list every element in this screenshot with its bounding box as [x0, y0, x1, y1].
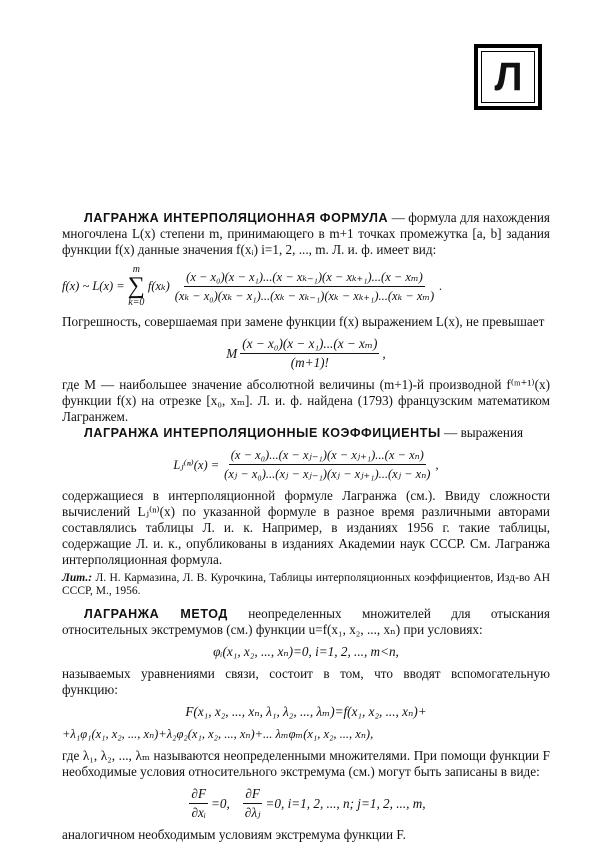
partial-lambda-den: ∂λⱼ: [244, 805, 261, 820]
F-line-1: F(x₁, x₂, ..., xₙ, λ₁, λ₂, ..., λₘ)=f(x₁, x₂, ..., xₙ)+: [185, 704, 427, 719]
formula-denominator: (xₖ − x₀)(xₖ − x₁)...(xₖ − xₖ₋₁)(xₖ − xₖ₊₁)...(xₖ − xₘ): [174, 288, 435, 303]
method-text-1: называемых уравнениями связи, состоит в том, что вводят вспомогательную функцию:: [62, 666, 550, 697]
entry-intro: — формула для нахождения многочлена L(x) степени m, принимающего в m+1 точках промежутка [a, b] задания функции f(x) данные значения f(xᵢ) i=1, 2, ..., m. Л. и. ф. имеет вид:: [62, 210, 550, 257]
partial-x-den: ∂xᵢ: [191, 805, 206, 820]
coef-denominator: (xⱼ − x₀)...(xⱼ − xⱼ₋₁)(xⱼ − xⱼ₊₁)...(xⱼ − xₙ): [224, 467, 431, 481]
coef-text: содержащиеся в интерполяционной формуле Лагранжа (см.). Ввиду сложности вычислений Lⱼ⁽ⁿ⁾(x) по указанной формуле в разное время различными авторами составлялись таблицы Л. и. к. Например, в изданиях 1956 г. такие таблицы, содержащие Л. и. к., опубликованы в изданиях Академии наук СССР. См. Лагранжа интерполяционная формула.: [62, 488, 550, 567]
method-text-3: аналогичном необходимым условиям экстремума функции F.: [62, 827, 406, 842]
entry-term: ЛАГРАНЖА ИНТЕРПОЛЯЦИОННЫЕ КОЭФФИЦИЕНТЫ: [84, 426, 441, 440]
entry-lagrange-method: [62, 606, 550, 638]
F-line-2: +λ₁φ₁(x₁, x₂, ..., xₙ)+λ₂φ₂(x₁, x₂, ..., xₙ)+... λₘφₘ(x₁, x₂, ..., xₙ),: [62, 727, 374, 741]
formula-numerator: (x − x₀)(x − x₁)...(x − xₖ₋₁)(x − xₖ₊₁)...(x − xₘ): [184, 269, 425, 287]
error-text: Погрешность, совершаемая при замене функции f(x) выражением L(x), не превышает: [62, 314, 545, 329]
literature-text: Л. Н. Кармазина, Л. В. Курочкина, Таблицы интерполяционных коэффициентов, Изд-во АН СССР, М., 1956.: [62, 572, 551, 597]
sum-upper: m: [132, 264, 140, 275]
method-text-2: где λ₁, λ₂, ..., λₘ называются неопределенными множителями. При помощи функции F необходимые условия относительного экстремума (см.) могут быть записаны в виде:: [62, 748, 550, 779]
partial-x-fraction: [189, 786, 208, 821]
formula-lhs: f(x) ~ L(x) =: [62, 279, 125, 293]
error-numerator: (x − x₀)(x − x₁)...(x − xₘ): [240, 336, 379, 354]
partial-lambda-num: ∂F: [243, 786, 262, 804]
partial-lambda-fraction: [243, 786, 263, 821]
entry-interpolation-formula: [62, 210, 550, 258]
section-letter-box: [474, 44, 542, 110]
formula-coef: f(xₖ): [147, 279, 170, 293]
cond-rest: =0, i=1, 2, ..., n; j=1, 2, ..., m,: [265, 795, 426, 811]
coef-end: ,: [435, 457, 439, 472]
entry-term: ЛАГРАНЖА ИНТЕРПОЛЯЦИОННАЯ ФОРМУЛА: [84, 211, 389, 225]
coefficient-formula: [62, 447, 550, 482]
entry-interpolation-coefficients: [62, 425, 550, 441]
error-denominator: (m+1)!: [290, 355, 329, 370]
extremum-conditions: [62, 786, 550, 821]
formula-end: .: [439, 279, 443, 293]
error-bound-formula: [62, 336, 550, 371]
coef-numerator: (x − x₀)...(x − xⱼ₋₁)(x − xⱼ₊₁)...(x − xₙ): [229, 447, 426, 465]
constraint-formula: [62, 644, 550, 660]
partial-x-num: ∂F: [189, 786, 208, 804]
error-M: M: [226, 345, 238, 361]
coef-lhs: Lⱼ⁽ⁿ⁾(x) =: [173, 457, 220, 472]
constraint: φᵢ(x₁, x₂, ..., xₙ)=0, i=1, 2, ..., m<n,: [213, 644, 399, 659]
lagrange-formula: [62, 264, 550, 308]
entry-term: ЛАГРАНЖА МЕТОД: [84, 607, 228, 621]
article-body: [62, 210, 550, 843]
formula-fraction: [173, 269, 436, 304]
entry-intro: неопределенных множителей для отыскания относительных экстремумов (см.) функции u=f(x₁, x₂, ..., xₙ) при условиях:: [62, 606, 550, 637]
literature-label: Лит.:: [62, 572, 93, 584]
entry-tail: где M — наибольшее значение абсолютной величины (m+1)-й производной f⁽ᵐ⁺¹⁾(x) функции f(x) на отрезке [x₀, xₘ]. Л. и. ф. найдена (1793) французским математиком Лагранжем.: [62, 377, 550, 424]
entry-intro: — выражения: [444, 425, 524, 440]
cond-eq-1: =0,: [211, 795, 230, 811]
error-end: ,: [382, 345, 386, 361]
sum-lower: k=0: [128, 297, 145, 308]
aux-function-line-2: [62, 726, 550, 742]
literature-note: [62, 572, 550, 598]
section-letter: Л: [494, 55, 522, 99]
coef-fraction: [222, 447, 432, 482]
error-fraction: [240, 336, 379, 371]
sum-sign: m ∑ k=0: [127, 264, 145, 308]
aux-function-line-1: [62, 704, 550, 720]
